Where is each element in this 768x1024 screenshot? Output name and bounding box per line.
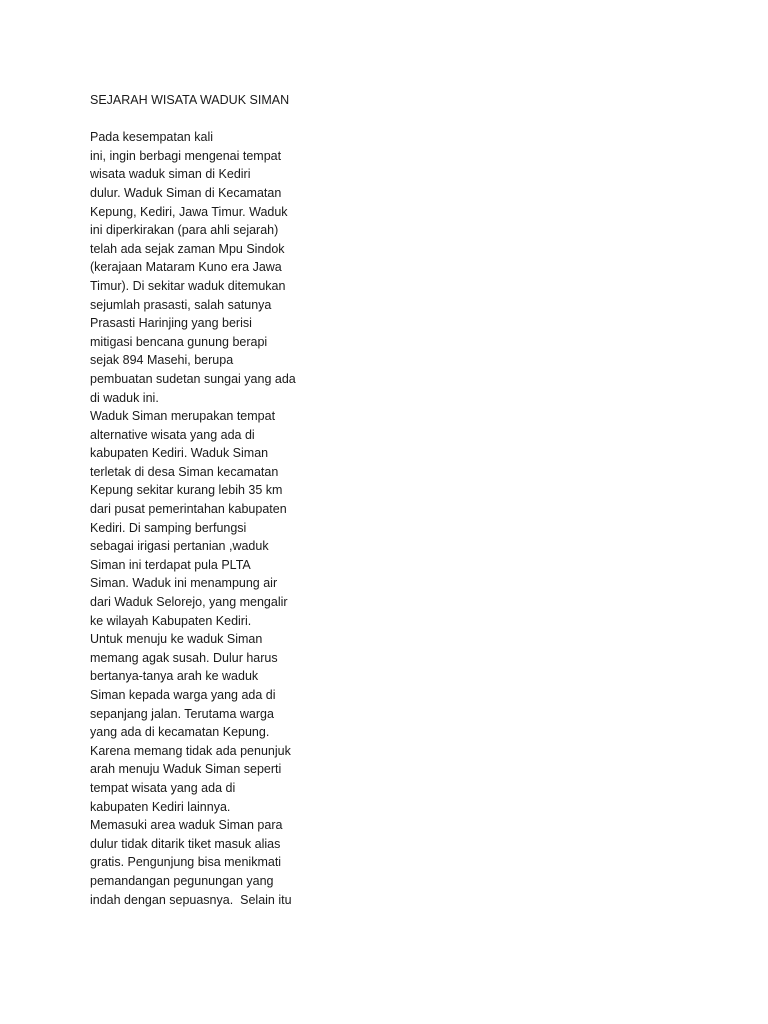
text-line: dari pusat pemerintahan kabupaten xyxy=(90,502,287,517)
text-line: dulur. Waduk Siman di Kecamatan xyxy=(90,185,282,200)
text-line: dari Waduk Selorejo, yang mengalir xyxy=(90,595,288,610)
text-line: kabupaten Kediri. Waduk Siman xyxy=(90,446,269,461)
text-line: ini, ingin berbagi mengenai tempat xyxy=(90,148,282,163)
text-line: terletak di desa Siman kecamatan xyxy=(90,464,279,479)
text-line: Untuk menuju ke waduk Siman xyxy=(90,632,263,647)
text-line: pembuatan sudetan sungai yang ada xyxy=(90,371,296,386)
text-line: (kerajaan Mataram Kuno era Jawa xyxy=(90,260,282,275)
text-line: pemandangan pegunungan yang xyxy=(90,873,274,888)
text-line: mitigasi bencana gunung berapi xyxy=(90,334,268,349)
text-line: tempat wisata yang ada di xyxy=(90,780,236,795)
text-line: sebagai irigasi pertanian ,waduk xyxy=(90,539,269,554)
text-line: Siman. Waduk ini menampung air xyxy=(90,576,278,591)
text-line: memang agak susah. Dulur harus xyxy=(90,650,278,665)
text-line: Kepung, Kediri, Jawa Timur. Waduk xyxy=(90,204,288,219)
text-line: gratis. Pengunjung bisa menikmati xyxy=(90,855,282,870)
text-line: alternative wisata yang ada di xyxy=(90,427,255,442)
text-line: Siman kepada warga yang ada di xyxy=(90,688,276,702)
text-line: Timur). Di sekitar waduk ditemukan xyxy=(90,278,286,293)
text-line: Kediri. Di samping berfungsi xyxy=(90,520,247,535)
text-line: sejumlah prasasti, salah satunya xyxy=(90,297,272,312)
text-line: Waduk Siman merupakan tempat xyxy=(90,409,276,424)
text-line: Pada kesempatan kali xyxy=(90,130,213,145)
text-line: Siman ini terdapat pula PLTA xyxy=(90,557,251,572)
text-line: di waduk ini. xyxy=(90,390,159,405)
text-line: ke wilayah Kabupaten Kediri. xyxy=(90,613,252,628)
text-line: ini diperkirakan (para ahli sejarah) xyxy=(90,223,279,238)
document-title: SEJARAH WISATA WADUK SIMAN xyxy=(90,93,290,107)
text-line: telah ada sejak zaman Mpu Sindok xyxy=(90,241,285,256)
text-line: wisata waduk siman di Kediri xyxy=(90,167,251,182)
text-line: Kepung sekitar kurang lebih 35 km xyxy=(90,483,283,498)
text-line: sepanjang jalan. Terutama warga xyxy=(90,706,274,721)
document-body xyxy=(90,91,330,909)
text-line: Prasasti Harinjing yang berisi xyxy=(90,316,252,331)
text-line: dulur tidak ditarik tiket masuk alias xyxy=(90,836,281,851)
document-text xyxy=(90,128,330,909)
text-line: bertanya-tanya arah ke waduk xyxy=(90,669,259,684)
text-line: yang ada di kecamatan Kepung. xyxy=(90,725,270,740)
text-line: Memasuki area waduk Siman para xyxy=(90,818,283,833)
text-line: Karena memang tidak ada penunjuk xyxy=(90,743,291,758)
text-line: sejak 894 Masehi, berupa xyxy=(90,353,234,368)
text-line: arah menuju Waduk Siman seperti xyxy=(90,762,282,777)
text-line: indah dengan sepuasnya. Selain itu xyxy=(90,892,292,907)
text-line: kabupaten Kediri lainnya. xyxy=(90,799,231,814)
